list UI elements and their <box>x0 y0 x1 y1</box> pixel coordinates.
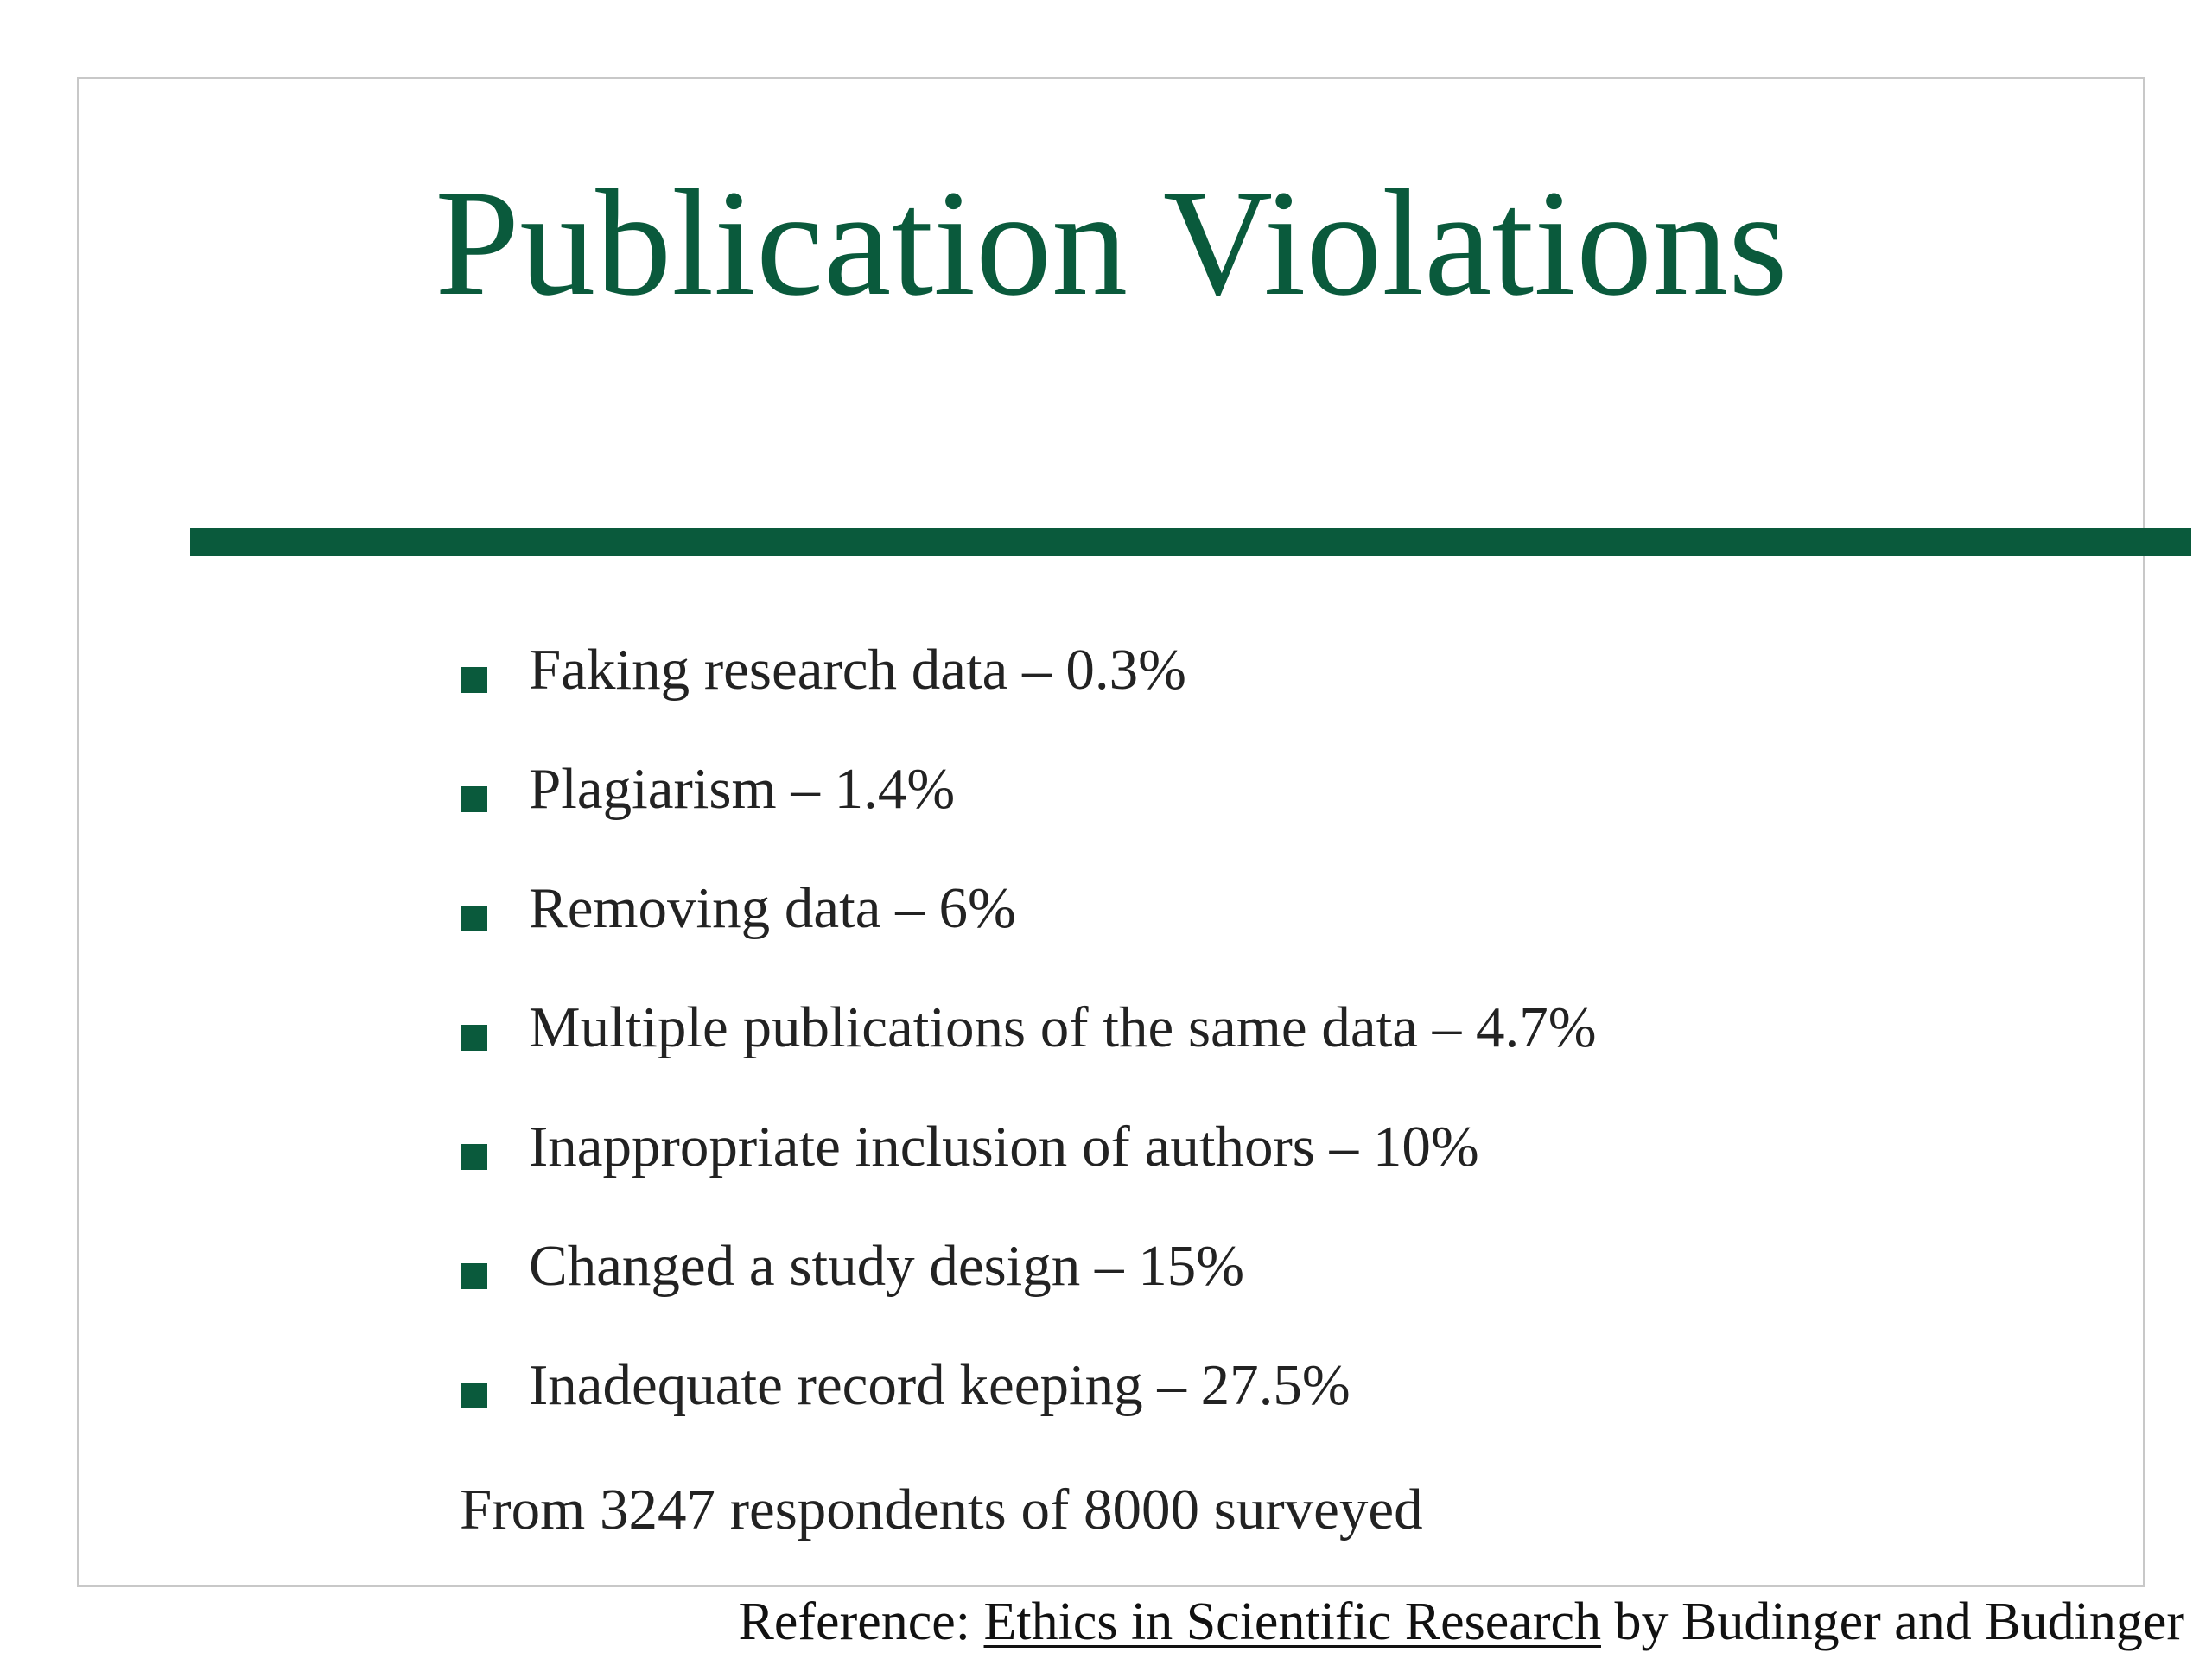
square-bullet-icon <box>461 667 487 693</box>
list-item <box>461 995 1597 1118</box>
square-bullet-icon <box>461 1263 487 1289</box>
square-bullet-icon <box>461 1144 487 1170</box>
reference-book-title: Ethics in Scientific Research <box>983 1592 1601 1651</box>
bullet-text: Faking research data – 0.3% <box>529 638 1186 702</box>
bullet-text: Inappropriate inclusion of authors – 10% <box>529 1115 1479 1179</box>
list-item <box>461 1234 1597 1357</box>
square-bullet-icon <box>461 1025 487 1051</box>
bullet-text: Changed a study design – 15% <box>529 1234 1245 1298</box>
reference-citation <box>738 1592 2184 1651</box>
reference-suffix: by Budinger and Budinger <box>1600 1592 2184 1651</box>
square-bullet-icon <box>461 906 487 931</box>
title-divider <box>190 528 2191 556</box>
square-bullet-icon <box>461 786 487 812</box>
slide-title: Publication Violations <box>435 159 1788 327</box>
bullet-list <box>461 638 1597 1476</box>
bullet-text: Multiple publications of the same data – 4.7% <box>529 995 1597 1059</box>
survey-footnote: From 3247 respondents of 8000 surveyed <box>460 1478 1423 1541</box>
bullet-text: Plagiarism – 1.4% <box>529 757 956 821</box>
square-bullet-icon <box>461 1382 487 1408</box>
bullet-text: Inadequate record keeping – 27.5% <box>529 1353 1351 1417</box>
list-item <box>461 757 1597 880</box>
bullet-text: Removing data – 6% <box>529 876 1016 940</box>
list-item <box>461 1353 1597 1476</box>
slide-frame <box>77 77 2145 1587</box>
reference-prefix: Reference: <box>738 1592 984 1651</box>
list-item <box>461 638 1597 760</box>
list-item <box>461 876 1597 999</box>
list-item <box>461 1115 1597 1237</box>
